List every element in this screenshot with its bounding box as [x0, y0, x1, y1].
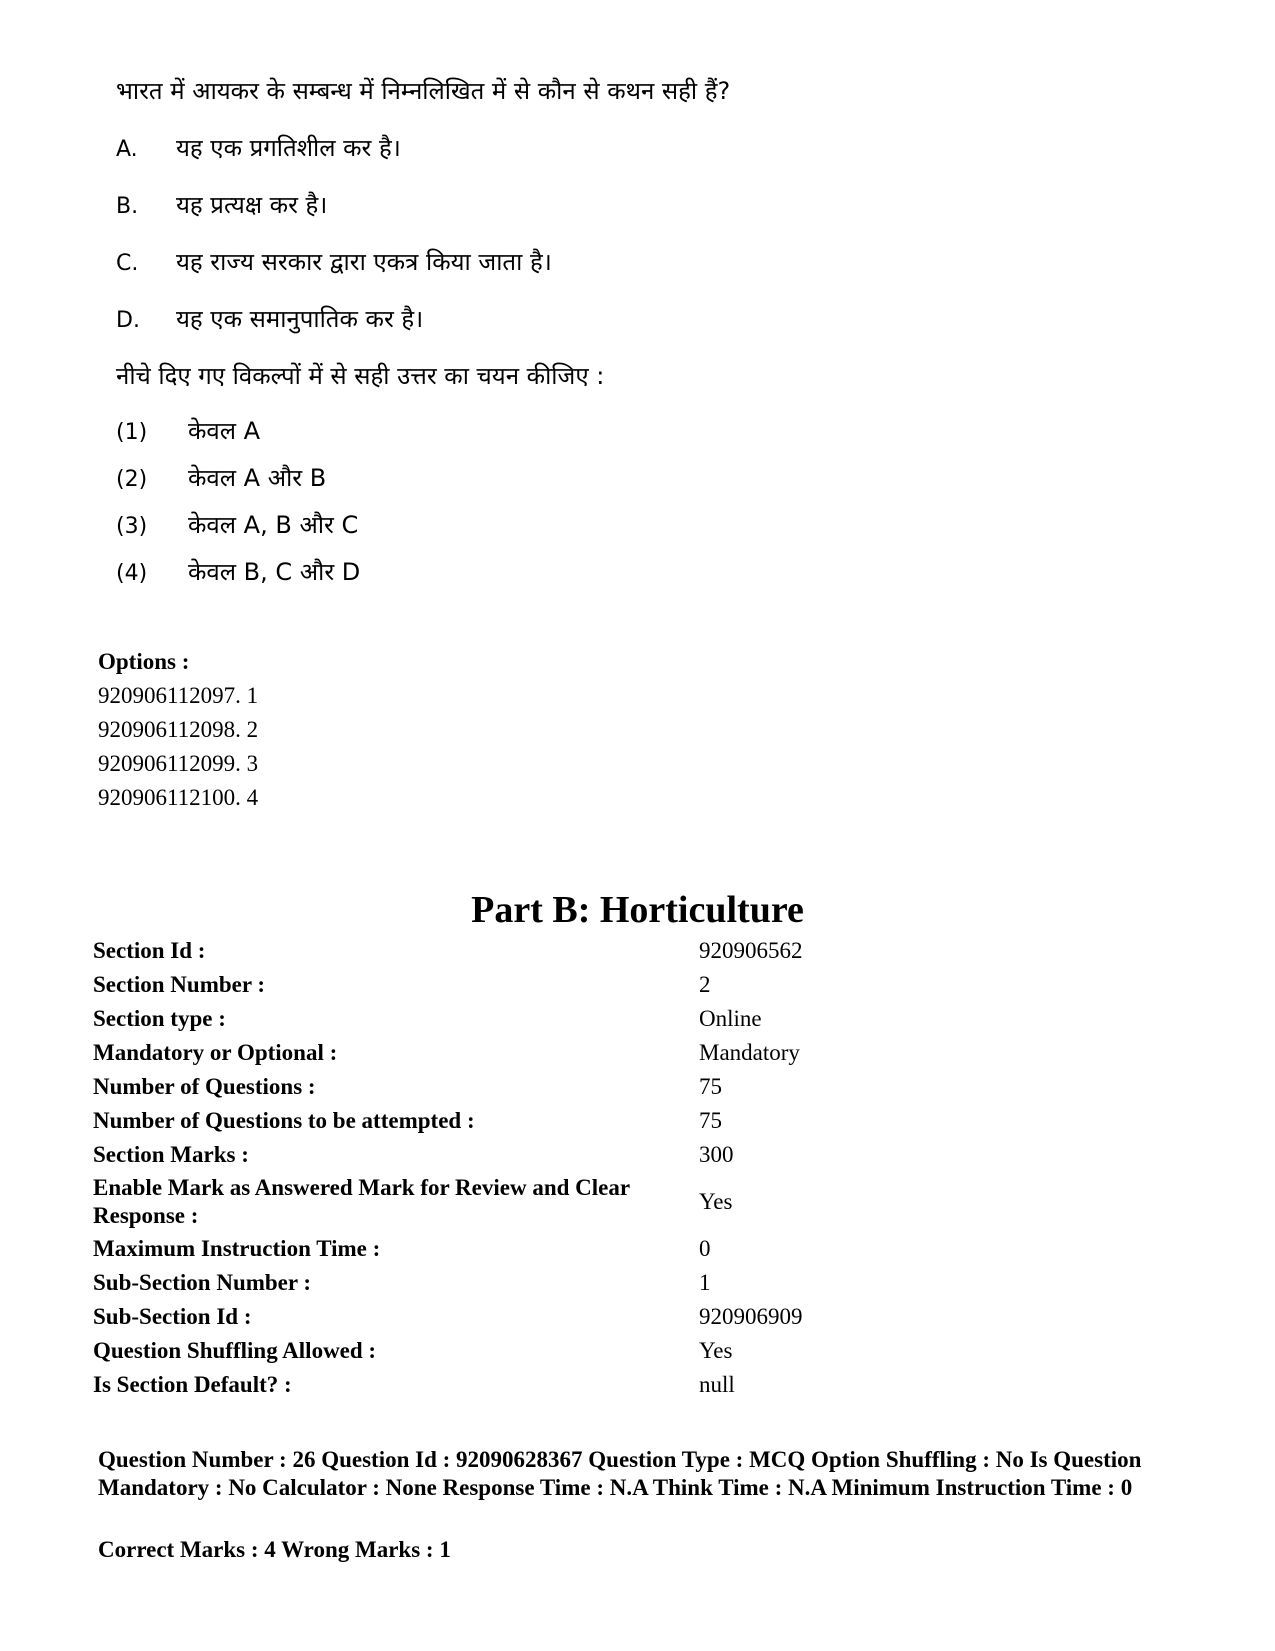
section-info-table [93, 934, 1193, 1402]
info-row [93, 934, 1193, 968]
options-heading: Options : [98, 649, 190, 674]
info-value: 920906562 [699, 938, 803, 963]
choice-text: केवल A [188, 417, 261, 445]
option-item: 920906112097. 1 [98, 683, 259, 708]
info-value: 0 [699, 1236, 711, 1261]
choice-key: (3) [116, 514, 148, 539]
info-row [93, 1172, 1193, 1232]
info-label: Number of Questions : [93, 1074, 316, 1099]
statement-b [116, 186, 327, 226]
statement-key: A. [116, 137, 138, 162]
info-row [93, 1138, 1193, 1172]
info-row [93, 1368, 1193, 1402]
info-label: Section Id : [93, 938, 206, 963]
choice-4 [116, 553, 360, 593]
option-item: 920906112100. 4 [98, 785, 259, 810]
statement-key: B. [116, 194, 139, 219]
info-label: Is Section Default? : [93, 1372, 292, 1397]
info-row [93, 1232, 1193, 1266]
statement-a [116, 129, 401, 169]
info-value: 1 [699, 1270, 711, 1295]
choice-3 [116, 506, 358, 546]
info-label: Mandatory or Optional : [93, 1040, 338, 1065]
marks-line: Correct Marks : 4 Wrong Marks : 1 [98, 1537, 451, 1562]
info-label: Question Shuffling Allowed : [93, 1338, 377, 1363]
choice-key: (2) [116, 467, 148, 492]
info-row [93, 1036, 1193, 1070]
info-label: Section Marks : [93, 1142, 249, 1167]
info-row [93, 1104, 1193, 1138]
info-value: 2 [699, 972, 711, 997]
part-title: Part B: Horticulture [471, 889, 804, 931]
statement-text: यह राज्य सरकार द्वारा एकत्र किया जाता है। [176, 248, 552, 276]
info-value: 75 [699, 1108, 722, 1133]
statement-text: यह एक प्रगतिशील कर है। [176, 134, 401, 162]
info-label: Number of Questions to be attempted : [93, 1108, 475, 1133]
option-item: 920906112099. 3 [98, 751, 259, 776]
question-instruction: नीचे दिए गए विकल्पों में से सही उत्तर का चयन कीजिए : [116, 362, 605, 390]
choice-text: केवल B, C और D [188, 558, 361, 586]
question-meta: Question Number : 26 Question Id : 92090628367 Question Type : MCQ Option Shuffling : No Is Question Mandatory : No Calculator : None Response Time : N.A Think Time : N.A Minimum Instruction Time : 0 [98, 1447, 1142, 1500]
info-value: Online [699, 1006, 762, 1031]
choice-1 [116, 412, 260, 452]
choice-key: (1) [116, 420, 148, 445]
info-value: Mandatory [699, 1040, 800, 1065]
info-value: 75 [699, 1074, 722, 1099]
info-row [93, 1002, 1193, 1036]
statement-text: यह प्रत्यक्ष कर है। [176, 191, 328, 219]
option-item: 920906112098. 2 [98, 717, 259, 742]
info-value: Yes [699, 1189, 733, 1214]
info-label: Enable Mark as Answered Mark for Review and Clear Response : [93, 1175, 630, 1228]
statement-c [116, 243, 552, 283]
choice-2 [116, 459, 326, 499]
info-row [93, 1300, 1193, 1334]
info-row [93, 968, 1193, 1002]
statement-d [116, 300, 423, 340]
info-label: Sub-Section Number : [93, 1270, 312, 1295]
info-label: Sub-Section Id : [93, 1304, 252, 1329]
info-label: Section type : [93, 1006, 226, 1031]
info-value: Yes [699, 1338, 733, 1363]
question-stem: भारत में आयकर के सम्बन्ध में निम्नलिखित में से कौन से कथन सही हैं? [116, 77, 731, 105]
info-value: 300 [699, 1142, 734, 1167]
statement-key: D. [116, 308, 140, 333]
choice-text: केवल A, B और C [188, 511, 359, 539]
choice-key: (4) [116, 561, 148, 586]
choice-text: केवल A और B [188, 464, 327, 492]
statement-text: यह एक समानुपातिक कर है। [176, 305, 424, 333]
info-value: 920906909 [699, 1304, 803, 1329]
info-row [93, 1334, 1193, 1368]
info-label: Maximum Instruction Time : [93, 1236, 381, 1261]
info-row [93, 1070, 1193, 1104]
info-row [93, 1266, 1193, 1300]
info-value: null [699, 1372, 735, 1397]
statement-key: C. [116, 251, 139, 276]
info-label: Section Number : [93, 972, 266, 997]
options-list [98, 645, 258, 815]
